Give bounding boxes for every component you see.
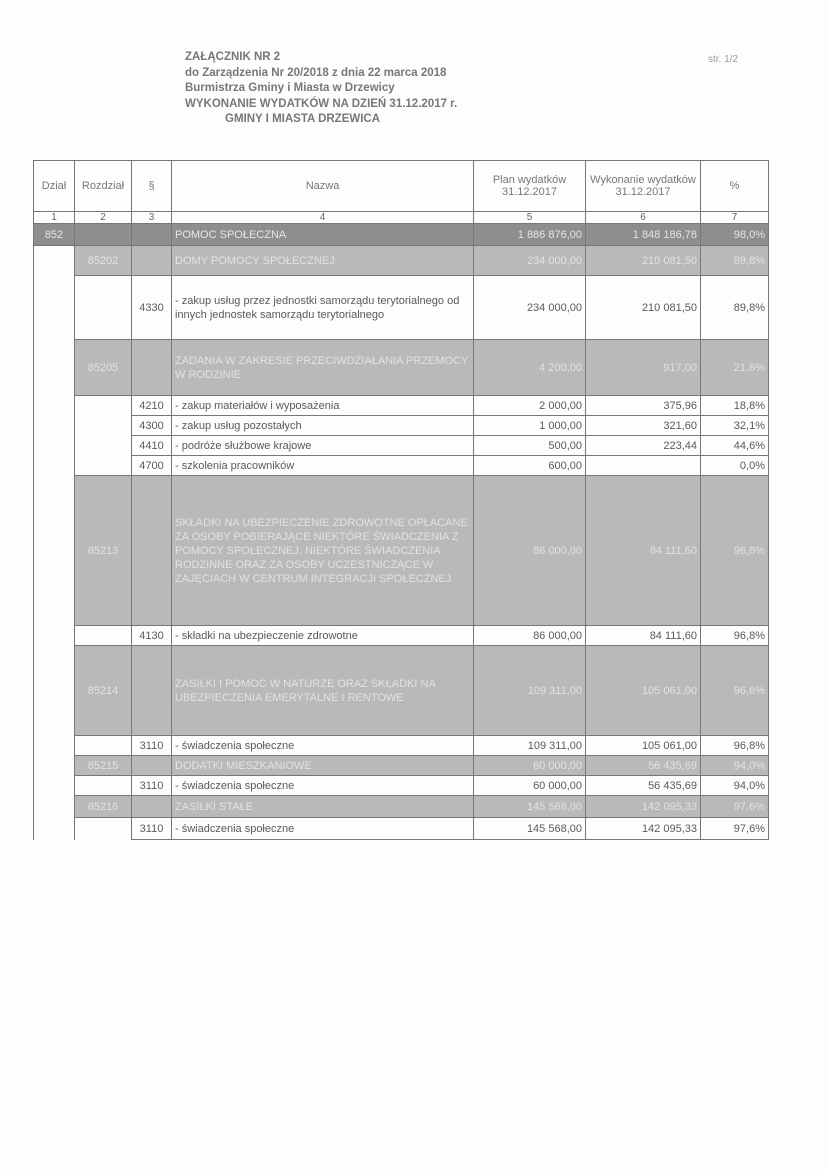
cell-wykonanie: 321,60 [586,416,701,436]
cell-paragraph [132,476,172,626]
cell-paragraph [132,756,172,776]
cell-rozdzial [75,818,132,840]
cell-wykonanie: 1 848 186,78 [586,224,701,246]
cell-dzial [34,456,75,476]
cell-nazwa: - świadczenia społeczne [172,776,474,796]
column-number: 6 [586,212,701,224]
table-row-paragraph [34,416,769,436]
table-row-paragraph [34,818,769,840]
cell-percent: 96,8% [701,476,769,626]
cell-plan: 500,00 [474,436,586,456]
cell-rozdzial [75,224,132,246]
cell-plan: 1 000,00 [474,416,586,436]
cell-plan: 145 568,00 [474,796,586,818]
cell-plan: 60 000,00 [474,776,586,796]
cell-nazwa: - zakup materiałów i wyposażenia [172,396,474,416]
cell-percent: 0,0% [701,456,769,476]
cell-nazwa: - podróże służbowe krajowe [172,436,474,456]
column-number: 3 [132,212,172,224]
cell-rozdzial: 85205 [75,340,132,396]
cell-nazwa: ZASIŁKI STAŁE [172,796,474,818]
cell-nazwa: - zakup usług pozostałych [172,416,474,436]
cell-nazwa: ZADANIA W ZAKRESIE PRZECIWDZIAŁANIA PRZEMOCY W RODZINIE [172,340,474,396]
cell-paragraph: 3110 [132,776,172,796]
column-header-plan: Plan wydatków 31.12.2017 [474,161,586,212]
cell-dzial [34,416,75,436]
table-row-paragraph [34,736,769,756]
cell-plan: 234 000,00 [474,276,586,340]
cell-percent: 94,0% [701,776,769,796]
table-row-rozdzial [34,756,769,776]
cell-percent: 97,6% [701,818,769,840]
cell-wykonanie: 210 081,50 [586,276,701,340]
cell-paragraph: 4700 [132,456,172,476]
cell-dzial [34,436,75,456]
cell-percent: 94,0% [701,756,769,776]
cell-percent: 18,8% [701,396,769,416]
cell-paragraph: 4300 [132,416,172,436]
cell-percent: 98,0% [701,224,769,246]
column-header-nazwa: Nazwa [172,161,474,212]
column-number-row [34,212,769,224]
cell-dzial: 852 [34,224,75,246]
cell-paragraph [132,224,172,246]
column-number: 4 [172,212,474,224]
cell-wykonanie: 84 111,60 [586,476,701,626]
cell-paragraph [132,796,172,818]
cell-plan: 234 000,00 [474,246,586,276]
column-header-percent: % [701,161,769,212]
cell-dzial [34,276,75,340]
cell-percent: 89,8% [701,276,769,340]
cell-percent: 97,6% [701,796,769,818]
cell-percent: 96,8% [701,736,769,756]
cell-paragraph: 4130 [132,626,172,646]
cell-nazwa: - świadczenia społeczne [172,818,474,840]
table-row-paragraph [34,396,769,416]
table-row-rozdzial [34,246,769,276]
cell-rozdzial [75,736,132,756]
cell-plan: 145 568,00 [474,818,586,840]
table-row-rozdzial [34,796,769,818]
cell-rozdzial: 85213 [75,476,132,626]
column-header-row [34,161,769,212]
cell-dzial [34,776,75,796]
cell-plan: 1 886 876,00 [474,224,586,246]
cell-wykonanie [586,456,701,476]
cell-paragraph: 3110 [132,736,172,756]
cell-rozdzial [75,276,132,340]
cell-rozdzial [75,456,132,476]
cell-wykonanie: 375,96 [586,396,701,416]
cell-dzial [34,476,75,626]
report-title: WYKONANIE WYDATKÓW NA DZIEŃ 31.12.2017 r. [185,97,458,110]
cell-wykonanie: 84 111,60 [586,626,701,646]
cell-dzial [34,818,75,840]
cell-wykonanie: 142 095,33 [586,818,701,840]
cell-plan: 109 311,00 [474,646,586,736]
table-row-rozdzial [34,340,769,396]
column-number: 7 [701,212,769,224]
cell-rozdzial [75,436,132,456]
report-subtitle: GMINY I MIASTA DRZEWICA [225,113,381,125]
cell-wykonanie: 105 061,00 [586,646,701,736]
expenditure-table [33,160,769,840]
cell-percent: 32,1% [701,416,769,436]
cell-rozdzial: 85214 [75,646,132,736]
cell-rozdzial [75,626,132,646]
ordinance-reference: do Zarządzenia Nr 20/2018 z dnia 22 marca 2018 [185,66,447,79]
cell-plan: 2 000,00 [474,396,586,416]
table-row-paragraph [34,276,769,340]
cell-dzial [34,756,75,776]
cell-rozdzial: 85216 [75,796,132,818]
cell-dzial [34,396,75,416]
cell-paragraph: 4330 [132,276,172,340]
cell-dzial [34,340,75,396]
cell-plan: 109 311,00 [474,736,586,756]
cell-plan: 60 000,00 [474,756,586,776]
cell-dzial [34,646,75,736]
cell-dzial [34,736,75,756]
cell-nazwa: - szkolenia pracowników [172,456,474,476]
issuer: Burmistrza Gminy i Miasta w Drzewicy [185,82,395,94]
column-header-rozdzial: Rozdział [75,161,132,212]
cell-plan: 600,00 [474,456,586,476]
cell-nazwa: - zakup usług przez jednostki samorządu terytorialnego od innych jednostek samorządu terytorialnego [172,276,474,340]
column-number: 5 [474,212,586,224]
cell-nazwa: - składki na ubezpieczenie zdrowotne [172,626,474,646]
cell-wykonanie: 56 435,69 [586,776,701,796]
cell-percent: 96,8% [701,626,769,646]
table-row-paragraph [34,776,769,796]
column-header-wykonanie: Wykonanie wydatków 31.12.2017 [586,161,701,212]
cell-nazwa: DOMY POMOCY SPOŁECZNEJ [172,246,474,276]
cell-paragraph: 3110 [132,818,172,840]
cell-wykonanie: 917,00 [586,340,701,396]
cell-paragraph [132,246,172,276]
cell-nazwa: DODATKI MIESZKANIOWE [172,756,474,776]
table-row-paragraph [34,436,769,456]
document-header [185,50,457,128]
column-number: 1 [34,212,75,224]
table-row-rozdzial [34,646,769,736]
attachment-title: ZAŁĄCZNIK NR 2 [185,51,281,63]
table-row-rozdzial [34,476,769,626]
cell-nazwa: ZASIŁKI I POMOC W NATURZE ORAZ SKŁADKI NA UBEZPIECZENIA EMERYTALNE I RENTOWE [172,646,474,736]
cell-dzial [34,626,75,646]
cell-percent: 21,8% [701,340,769,396]
cell-paragraph: 4210 [132,396,172,416]
cell-wykonanie: 142 095,33 [586,796,701,818]
cell-plan: 4 200,00 [474,340,586,396]
column-header-paragraph: § [132,161,172,212]
cell-wykonanie: 223,44 [586,436,701,456]
cell-paragraph: 4410 [132,436,172,456]
cell-plan: 86 000,00 [474,626,586,646]
cell-rozdzial: 85215 [75,756,132,776]
cell-plan: 86 000,00 [474,476,586,626]
cell-percent: 96,8% [701,646,769,736]
cell-wykonanie: 210 081,50 [586,246,701,276]
cell-percent: 44,6% [701,436,769,456]
page-number: str. 1/2 [708,54,739,65]
cell-paragraph [132,646,172,736]
cell-rozdzial [75,396,132,416]
cell-percent: 89,8% [701,246,769,276]
cell-rozdzial [75,416,132,436]
cell-dzial [34,246,75,276]
cell-rozdzial: 85202 [75,246,132,276]
column-header-dzial: Dział [34,161,75,212]
table-row-paragraph [34,456,769,476]
table-row-paragraph [34,626,769,646]
cell-dzial [34,796,75,818]
cell-nazwa: POMOC SPOŁECZNA [172,224,474,246]
cell-wykonanie: 105 061,00 [586,736,701,756]
cell-paragraph [132,340,172,396]
cell-wykonanie: 56 435,69 [586,756,701,776]
cell-nazwa: SKŁADKI NA UBEZPIECZENIE ZDROWOTNE OPŁACANE ZA OSOBY POBIERAJĄCE NIEKTÓRE ŚWIADCZENIA Z POMOCY SPOŁECZNEJ, NIEKTÓRE ŚWIADCZENIA RODZINNE ORAZ ZA OSOBY UCZESTNICZĄCE W ZAJĘCIACH W CENTRUM INTEGRACJI SPOŁECZNEJ [172,476,474,626]
cell-rozdzial [75,776,132,796]
table-row-dzial [34,224,769,246]
cell-nazwa: - świadczenia społeczne [172,736,474,756]
column-number: 2 [75,212,132,224]
